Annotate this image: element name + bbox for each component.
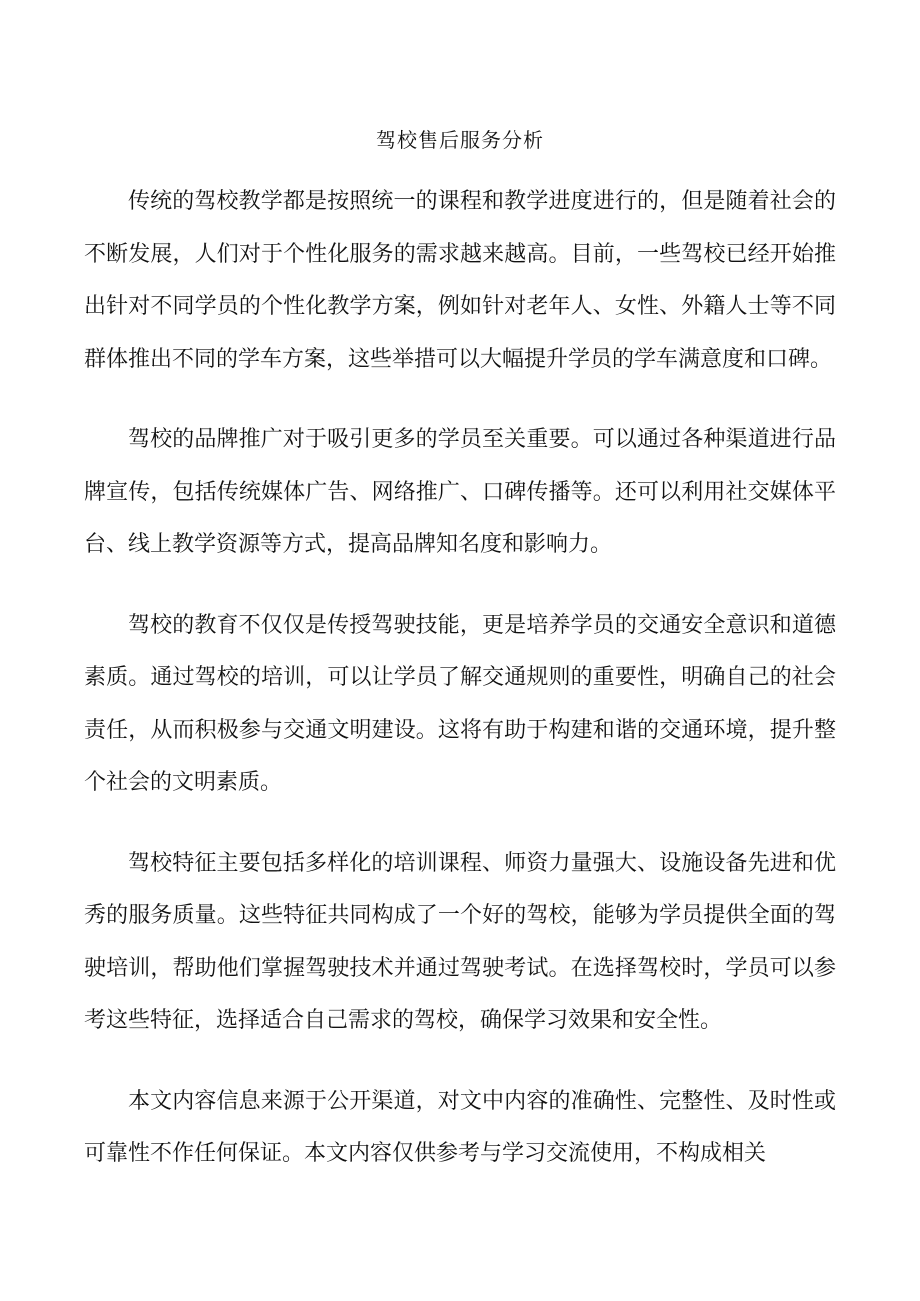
document-title: 驾校售后服务分析 [376,128,544,152]
document-body [84,176,836,1209]
paragraph-personalized-service: 传统的驾校教学都是按照统一的课程和教学进度进行的，但是随着社会的不断发展，人们对于个性化服务的需求越来越高。目前，一些驾校已经开始推出针对不同学员的个性化教学方案，例如针对老年人、女性、外籍人士等不同群体推出不同的学车方案，这些举措可以大幅提升学员的学车满意度和口碑。 [84,189,836,372]
paragraph-disclaimer: 本文内容信息来源于公开渠道，对文中内容的准确性、完整性、及时性或可靠性不作任何保证。本文内容仅供参考与学习交流使用，不构成相关 [84,1088,836,1166]
paragraph-brand-promotion: 驾校的品牌推广对于吸引更多的学员至关重要。可以通过各种渠道进行品牌宣传，包括传统媒体广告、网络推广、口碑传播等。还可以利用社交媒体平台、线上教学资源等方式，提高品牌知名度和影响力。 [84,427,836,557]
paragraph-school-features: 驾校特征主要包括多样化的培训课程、师资力量强大、设施设备先进和优秀的服务质量。这些特征共同构成了一个好的驾校，能够为学员提供全面的驾驶培训，帮助他们掌握驾驶技术并通过驾驶考试。在选择驾校时，学员可以参考这些特征，选择适合自己需求的驾校，确保学习效果和安全性。 [84,850,836,1033]
paragraph-traffic-safety-education: 驾校的教育不仅仅是传授驾驶技能，更是培养学员的交通安全意识和道德素质。通过驾校的培训，可以让学员了解交通规则的重要性，明确自己的社会责任，从而积极参与交通文明建设。这将有助于构建和谐的交通环境，提升整个社会的文明素质。 [84,612,836,795]
